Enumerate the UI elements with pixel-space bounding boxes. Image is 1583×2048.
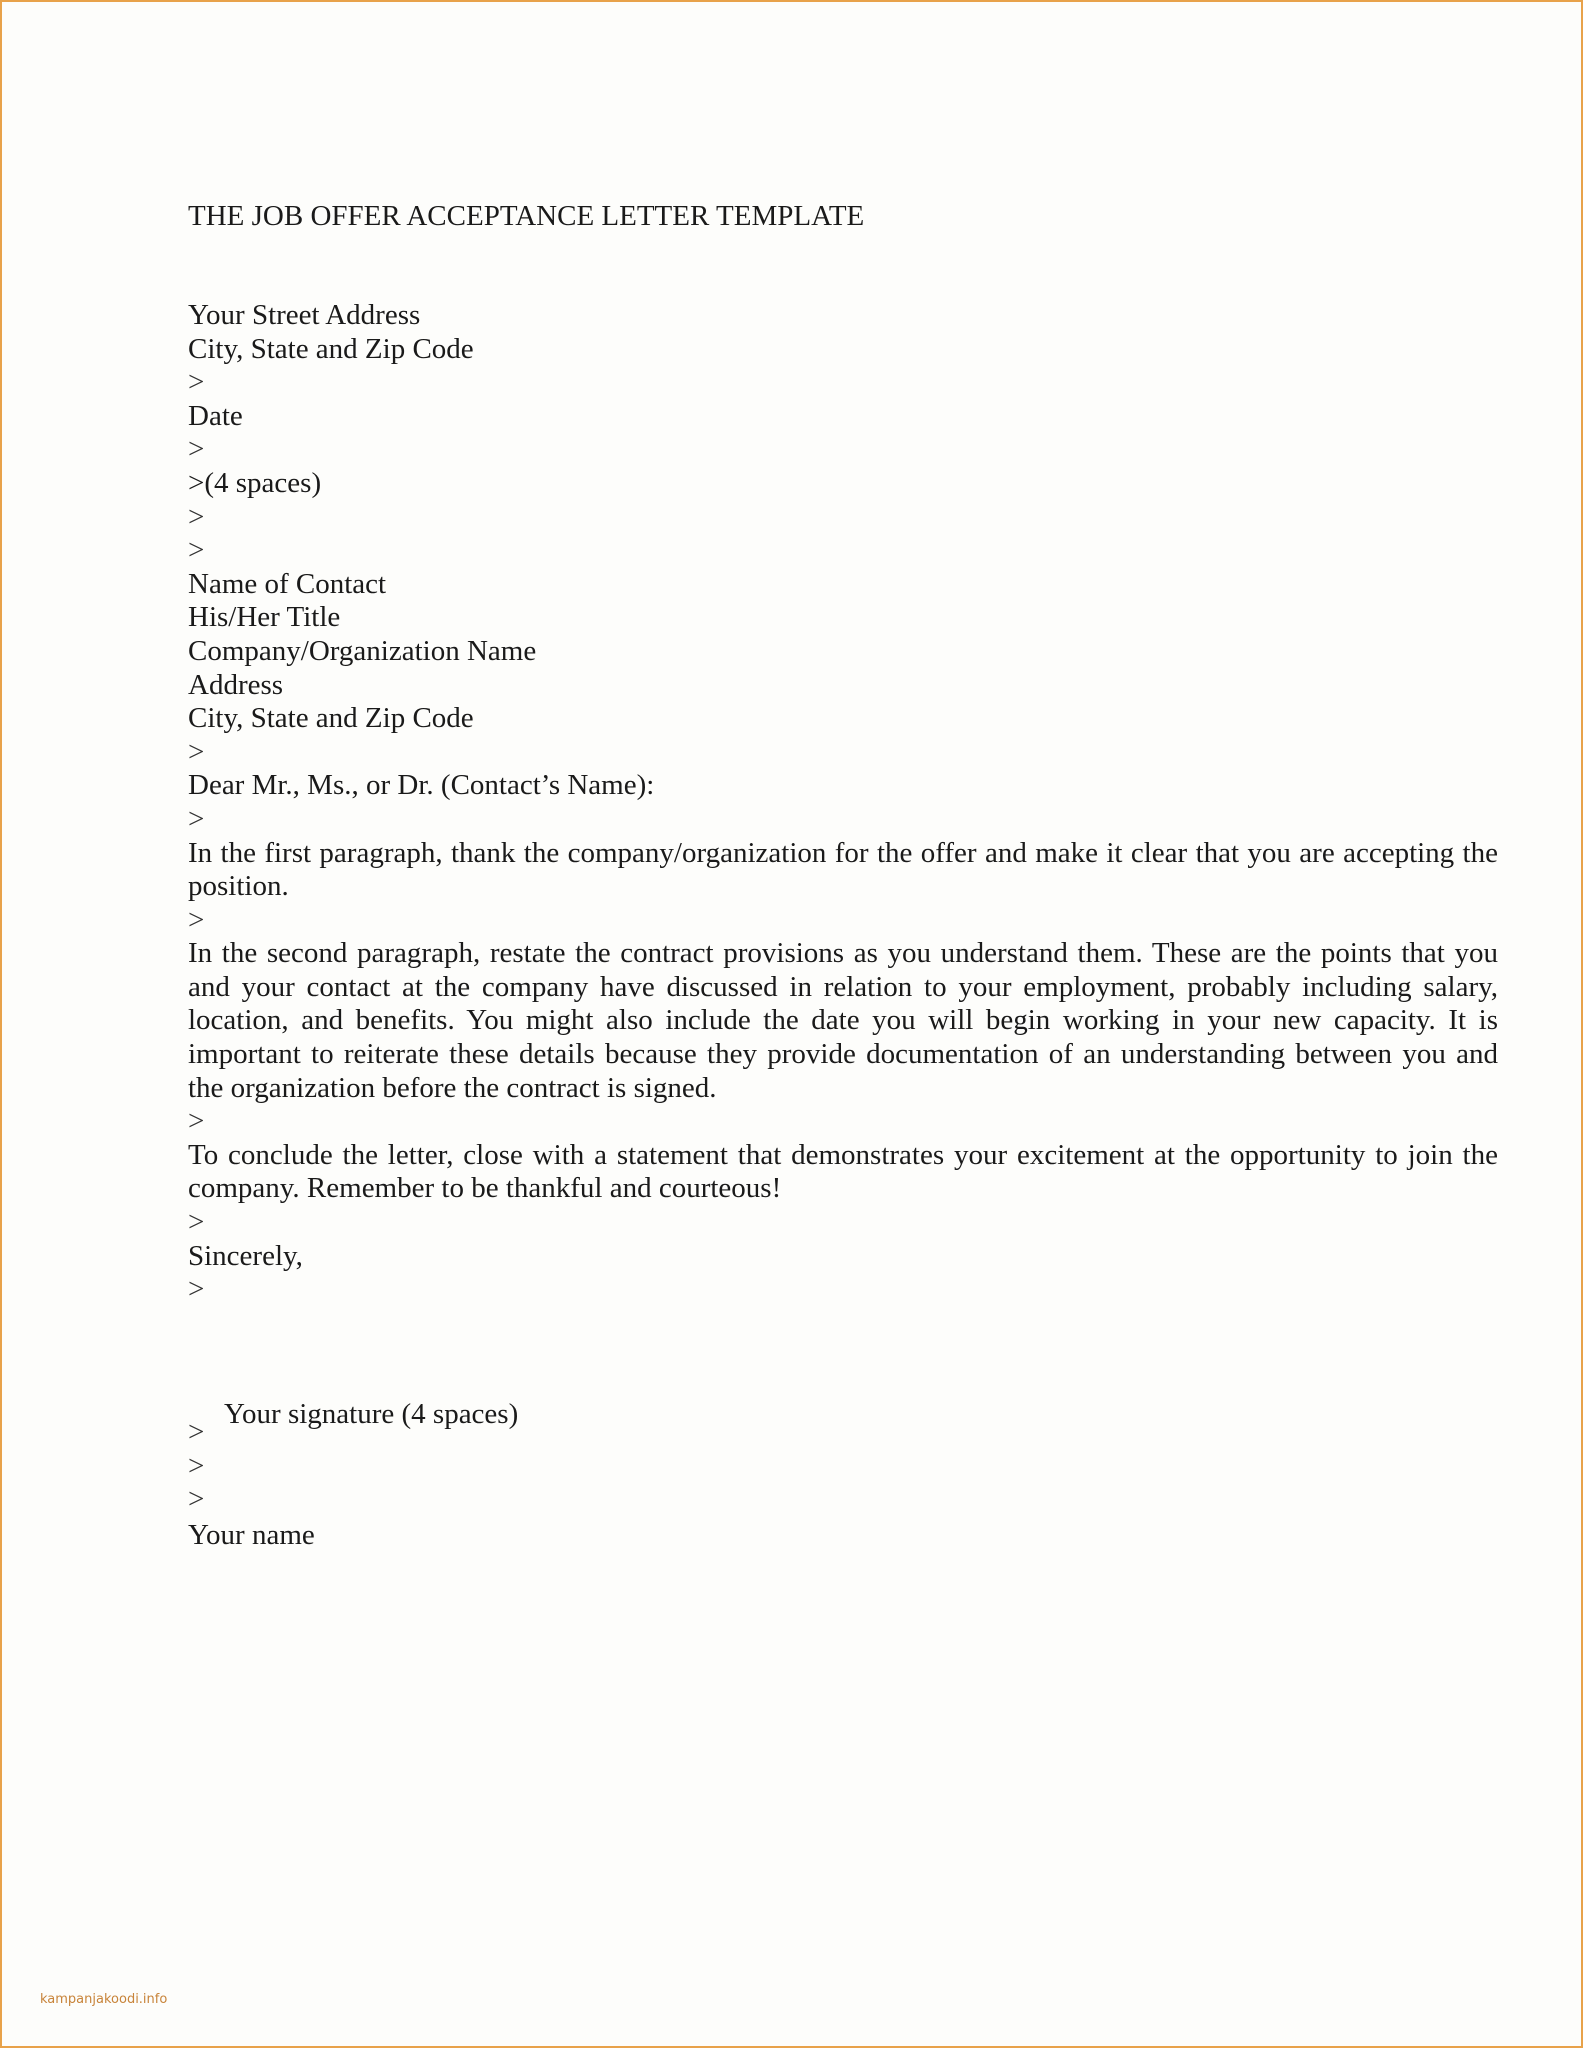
closing: Sincerely, bbox=[188, 1239, 303, 1272]
spacer-marker: > bbox=[188, 1206, 205, 1239]
spacer-marker: > bbox=[188, 1416, 205, 1448]
watermark-text: kampanjakoodi.info bbox=[40, 1992, 168, 2007]
spacer-marker: > bbox=[188, 1483, 205, 1516]
recipient-address: Address bbox=[188, 668, 284, 701]
spacer-marker: > bbox=[188, 802, 205, 835]
spacer-marker: > bbox=[188, 903, 205, 936]
your-name: Your name bbox=[188, 1519, 315, 1551]
spacer-marker: > bbox=[188, 1449, 205, 1482]
signature-line: Your signature (4 spaces) bbox=[224, 1398, 519, 1430]
salutation: Dear Mr., Ms., or Dr. (Contact’s Name): bbox=[188, 769, 655, 802]
letter-main-block bbox=[188, 299, 1498, 1307]
spacer-marker: > bbox=[188, 534, 205, 567]
recipient-company: Company/Organization Name bbox=[188, 634, 537, 667]
spacer-marker: > bbox=[188, 500, 205, 533]
letter-title: THE JOB OFFER ACCEPTANCE LETTER TEMPLATE bbox=[188, 200, 865, 232]
sender-city-state-zip: City, State and Zip Code bbox=[188, 332, 474, 365]
paragraph-three: To conclude the letter, close with a statement that demonstrates your excitement at the opportunity to join the company. Remember to be thankful and courteous! bbox=[188, 1138, 1498, 1205]
spacer-marker: > bbox=[188, 433, 205, 466]
spaces-note: >(4 spaces) bbox=[188, 466, 322, 499]
spacer-marker: > bbox=[188, 735, 205, 768]
spacer-marker: > bbox=[188, 1273, 205, 1306]
recipient-title: His/Her Title bbox=[188, 601, 341, 634]
date-line: Date bbox=[188, 399, 243, 432]
recipient-name: Name of Contact bbox=[188, 567, 387, 600]
paragraph-two: In the second paragraph, restate the contract provisions as you understand them. These are the points that you and your contact at the company have discussed in relation to your employment, probably including salary, location, and benefits. You might also include the date you will begin working in your new capacity. It is important to reiterate these details because they provide documentation of an understanding between you and the organization before the contract is signed. bbox=[188, 937, 1498, 1104]
paragraph-one: In the first paragraph, thank the company/organization for the offer and make it clear that you are accepting the position. bbox=[188, 836, 1498, 903]
recipient-city-state-zip: City, State and Zip Code bbox=[188, 702, 474, 735]
spacer-marker: > bbox=[188, 1105, 205, 1138]
sender-street: Your Street Address bbox=[188, 299, 421, 331]
spacer-marker: > bbox=[188, 366, 205, 399]
signature-spacers bbox=[188, 1416, 204, 1517]
